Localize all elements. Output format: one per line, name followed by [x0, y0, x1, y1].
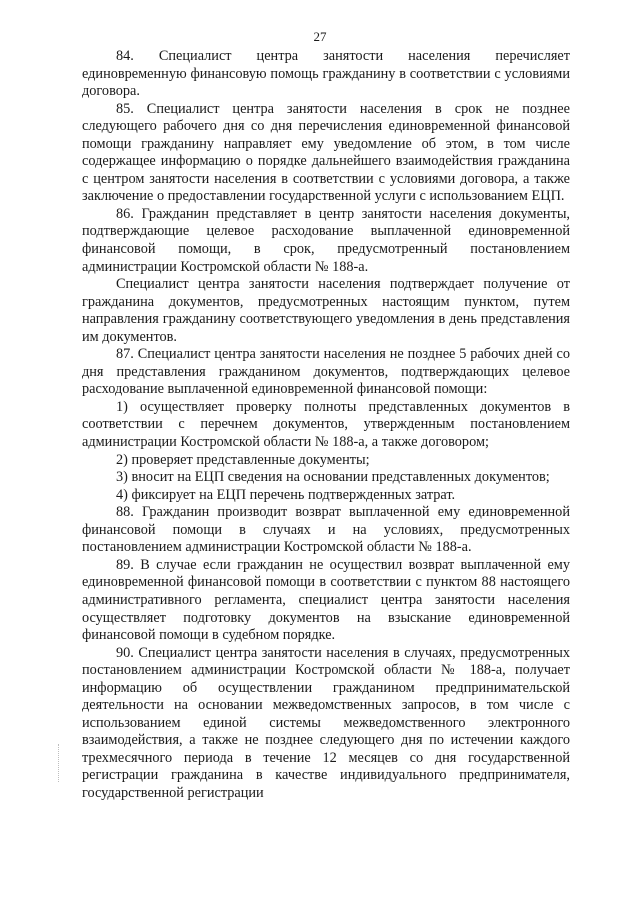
document-body [82, 48, 570, 803]
scan-margin-mark [58, 744, 60, 782]
paragraph-86-continuation: Специалист центра занятости населения подтверждает получение от гражданина документов, предусмотренных настоящим пунктом, путем направления гражданину соответствующего уведомления в день представления им документов. [82, 276, 570, 345]
paragraph-89: 89. В случае если гражданин не осуществил возврат выплаченной ему единовременной финансовой помощи в соответствии с пунктом 88 настоящего административного регламента, специалист центра занятости населения осуществляет подготовку документов на взыскание единовременной финансовой помощи в судебном порядке. [82, 556, 570, 644]
paragraph-86: 86. Гражданин представляет в центр занятости населения документы, подтверждающие целевое расходование выплаченной единовременной финансовой помощи, в срок, предусмотренный постановлением администрации Костромской области № 188-а. [82, 205, 570, 275]
paragraph-87-item-2: 2) проверяет представленные документы; [116, 451, 370, 468]
paragraph-88: 88. Гражданин производит возврат выплаченной ему единовременной финансовой помощи в случаях и на условиях, предусмотренных постановлением администрации Костромской области № 188-а. [82, 504, 570, 556]
paragraph-87-item-4: 4) фиксирует на ЕЦП перечень подтвержденных затрат. [116, 486, 456, 503]
paragraph-87-item-1: 1) осуществляет проверку полноты представленных документов в соответствии с перечнем документов, утвержденным постановлением администрации Костромской области № 188-а, а также договором; [82, 398, 570, 451]
paragraph-87: 87. Специалист центра занятости населения не позднее 5 рабочих дней со дня представления гражданином документов, подтверждающих целевое расходование выплаченной единовременной финансовой помощи: [82, 346, 570, 398]
paragraph-85: 85. Специалист центра занятости населения в срок не позднее следующего рабочего дня со дня перечисления единовременной финансовой помощи гражданину направляет ему уведомление об этом, в том числе содержащее информацию о порядке дальнейшего взаимодействия гражданина с центром занятости населения в соответствии с условиями договора, а также заключение о предоставлении государственной услуги с использованием ЕЦП. [82, 100, 570, 205]
page-number: 27 [313, 29, 327, 44]
paragraph-90: 90. Специалист центра занятости населения в случаях, предусмотренных постановлением администрации Костромской области № 188-а, получает информацию об осуществлении гражданином предпринимательской деятельности на основании межведомственных запросов, в том числе с использованием единой системы межведомственного электронного взаимодействия, а также не позднее следующего дня по истечении каждого трехмесячного периода в течение 12 месяцев со дня государственной регистрации гражданина в качестве индивидуального предпринимателя, государственной регистрации [82, 644, 570, 801]
paragraph-87-item-3: 3) вносит на ЕЦП сведения на основании представленных документов; [116, 469, 550, 486]
paragraph-84: 84. Специалист центра занятости населения перечисляет единовременную финансовую помощь гражданину в соответствии с условиями договора. [82, 48, 570, 100]
